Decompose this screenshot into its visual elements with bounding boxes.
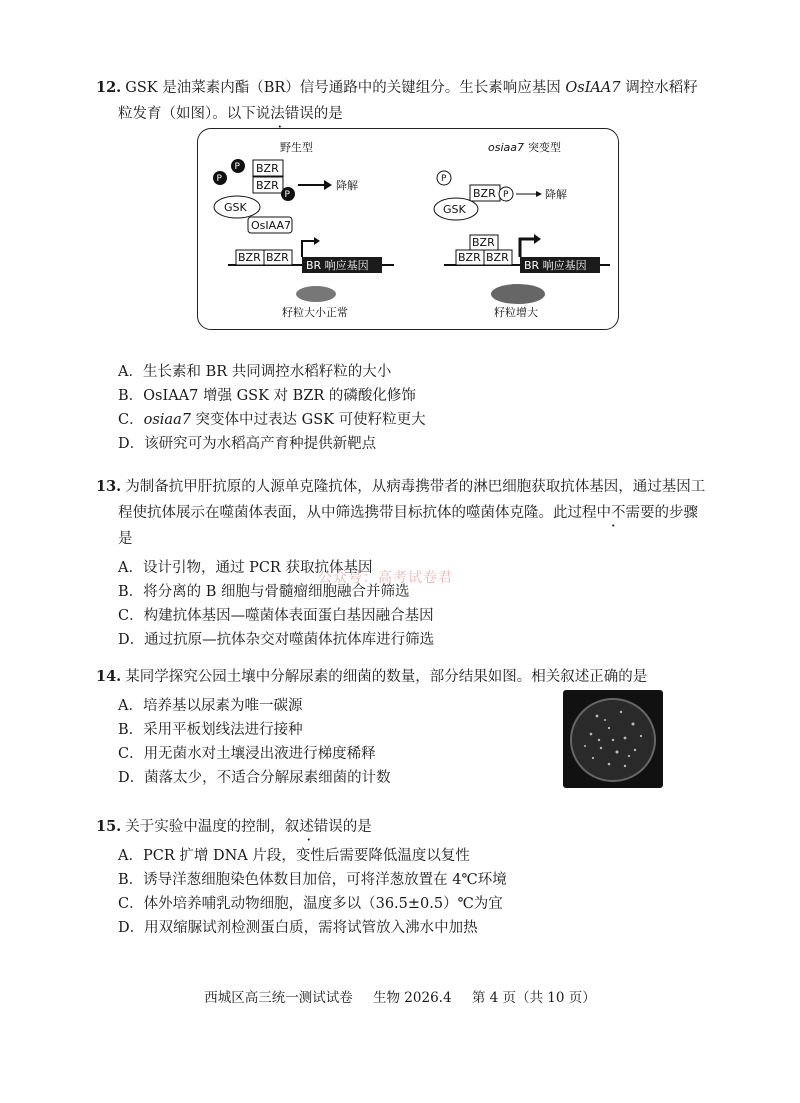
gene-name: osiaa7 (143, 412, 191, 428)
question-15-stem (96, 814, 706, 840)
question-12-options (96, 356, 706, 456)
phosphate-label: P (503, 190, 509, 200)
option-c-prefix: C． (118, 412, 144, 428)
question-12 (96, 75, 706, 127)
stem-text: 调控水稻籽粒发育（如图）。以下说法 (118, 80, 698, 122)
phosphate-label: P (441, 174, 447, 184)
page-footer (0, 986, 800, 1006)
br-gene-label: BR 响应基因 (524, 259, 587, 272)
option-a: A．培养基以尿素为唯一碳源 (118, 698, 303, 714)
option-d: D．菌落太少，不适合分解尿素细菌的计数 (118, 770, 391, 786)
watermark: 公众号：高考试卷君 (318, 570, 453, 586)
stem-text: GSK 是油菜素内酯（BR）信号通路中的关键组分。生长素响应基因 (125, 80, 566, 96)
emphasis-word: 错误 (284, 106, 314, 122)
bzr-label: BZR (458, 251, 481, 264)
gene-name: OsIAA7 (565, 80, 621, 96)
mutant-title-gene: osiaa7 (488, 141, 524, 154)
bzr-label: BZR (473, 187, 496, 200)
seed-big-icon (491, 284, 545, 304)
footer-district: 西城区高三统一测试试卷 (204, 990, 353, 1006)
bzr-label: BZR (256, 162, 279, 175)
bzr-label: BZR (266, 251, 289, 264)
option-d: D．该研究可为水稻高产育种提供新靶点 (118, 436, 377, 452)
stem-text: 某同学探究公园土壤中分解尿素的细菌的数量，部分结果如图。相关叙述正确的是 (125, 669, 648, 685)
option-d: D．通过抗原—抗体杂交对噬菌体抗体库进行筛选 (118, 632, 435, 648)
arrow-head-icon (534, 234, 541, 244)
stem-text: 关于实验中温度的控制，叙述 (125, 819, 314, 835)
options-list (118, 360, 706, 456)
question-number: 13. (96, 478, 122, 495)
question-12-stem (96, 75, 706, 127)
option-c: C．用无菌水对土壤浸出液进行梯度稀释 (118, 746, 376, 762)
question-number: 14. (96, 668, 122, 685)
gsk-label: GSK (224, 201, 247, 214)
question-14-stem (96, 664, 706, 690)
arrow-head-icon (324, 180, 332, 190)
option-c-text: 突变体中过表达 GSK 可使籽粒更大 (190, 412, 426, 428)
question-15 (96, 814, 706, 940)
promoter-arrow (302, 241, 314, 257)
wild-type-title: 野生型 (280, 141, 313, 154)
phosphate-label: P (216, 174, 222, 184)
gsk-label: GSK (443, 203, 466, 216)
stem-text: 的是 (313, 106, 343, 122)
mutant-title: 突变型 (528, 141, 561, 154)
bzr-label: BZR (238, 251, 261, 264)
option-a: A．设计引物，通过 PCR 获取抗体基因 (118, 560, 373, 576)
bzr-label: BZR (472, 236, 495, 249)
petri-dish-svg (563, 690, 663, 788)
arrow-head-icon (314, 237, 320, 245)
seed-normal-label: 籽粒大小正常 (282, 306, 348, 319)
stem-text: 的步骤是 (118, 505, 698, 547)
bzr-label: BZR (256, 179, 279, 192)
bzr-label: BZR (486, 251, 509, 264)
question-13-stem (96, 474, 706, 552)
option-a: A．PCR 扩增 DNA 片段，变性后需要降低温度以复性 (118, 848, 470, 864)
option-a: A．生长素和 BR 共同调控水稻籽粒的大小 (118, 364, 392, 380)
phosphate-label: P (284, 190, 290, 200)
emphasis-word: 不需要 (611, 505, 655, 521)
stem-text: 的是 (342, 819, 372, 835)
footer-subject: 生物 2026.4 (373, 990, 452, 1006)
option-b: B．OsIAA7 增强 GSK 对 BZR 的磷酸化修饰 (118, 388, 416, 404)
option-c (118, 408, 706, 432)
stem-text: 为制备抗甲肝抗原的人源单克隆抗体，从病毒携带者的淋巴细胞获取抗体基因，通过基因工程使抗体展示在噬菌体表面，从中筛选携带目标抗体的噬菌体克隆。此过程中 (118, 479, 706, 521)
petri-dish-photo (563, 690, 663, 788)
option-c: C．体外培养哺乳动物细胞，温度多以（36.5±0.5）℃为宜 (118, 896, 503, 912)
signaling-figure (197, 128, 619, 330)
promoter-arrow (520, 239, 534, 257)
phosphate-label: P (234, 162, 240, 172)
degrade-label: 降解 (336, 179, 358, 192)
question-number: 12. (96, 79, 122, 96)
question-13 (96, 474, 706, 652)
degrade-label: 降解 (545, 188, 567, 201)
option-b: B．采用平板划线法进行接种 (118, 722, 303, 738)
footer-page-number: 第 4 页（共 10 页） (471, 990, 596, 1006)
seed-normal-icon (296, 286, 336, 302)
osiaa7-label: OsIAA7 (251, 219, 291, 232)
option-d: D．用双缩脲试剂检测蛋白质，需将试管放入沸水中加热 (118, 920, 478, 936)
arrow-head-icon (536, 191, 542, 197)
option-b: B．将分离的 B 细胞与骨髓瘤细胞融合并筛选 (118, 584, 410, 600)
figure-svg (198, 129, 618, 329)
option-c: C．构建抗体基因—噬菌体表面蛋白基因融合基因 (118, 608, 434, 624)
options-list (118, 844, 706, 940)
option-b: B．诱导洋葱细胞染色体数目加倍，可将洋葱放置在 4℃环境 (118, 872, 507, 888)
seed-big-label: 籽粒增大 (494, 306, 538, 319)
emphasis-word: 错误 (313, 819, 343, 835)
br-gene-label: BR 响应基因 (306, 259, 369, 272)
question-number: 15. (96, 818, 122, 835)
